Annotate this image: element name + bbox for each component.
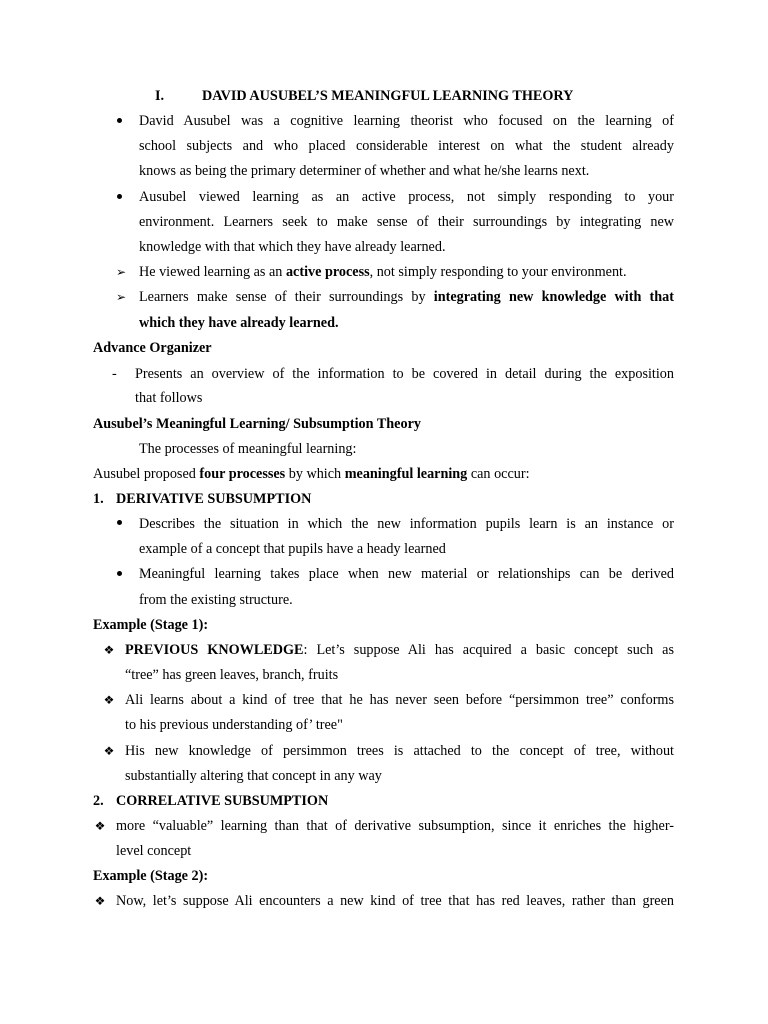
list-item-line: environment. Learners seek to make sense of their surroundings by integrating new — [139, 214, 674, 230]
paragraph: The processes of meaningful learning: — [139, 441, 357, 457]
list-item-line: school subjects and who placed considerable interest on what the student already — [139, 138, 674, 154]
diamond-bullet-icon: ❖ — [103, 643, 115, 657]
section-title: DERIVATIVE SUBSUMPTION — [116, 491, 312, 507]
dash-bullet: - — [112, 366, 117, 382]
list-item-line: Now, let’s suppose Ali encounters a new kind of tree that has red leaves, rather than green — [116, 893, 674, 909]
list-item-line: to his previous understanding of’ tree" — [125, 717, 343, 733]
list-item-line: more “valuable” learning than that of derivative subsumption, since it enriches the higher- — [116, 818, 674, 834]
list-item-line: Ali learns about a kind of tree that he has never seen before “persimmon tree” conforms — [125, 692, 674, 708]
diamond-bullet-icon: ❖ — [103, 693, 115, 707]
section-title: CORRELATIVE SUBSUMPTION — [116, 793, 329, 809]
section-number: 2. — [93, 793, 104, 809]
list-item-line: knows as being the primary determiner of whether and what he/she learns next. — [139, 163, 590, 179]
list-item-line: knowledge with that which they have already learned. — [139, 239, 446, 255]
list-item-line: substantially altering that concept in any way — [125, 768, 382, 784]
bullet-dot-icon — [117, 194, 122, 199]
section-number: 1. — [93, 491, 104, 507]
list-item-line: “tree” has green leaves, branch, fruits — [125, 667, 339, 683]
bullet-dot-icon — [117, 520, 122, 525]
diamond-bullet-icon: ❖ — [94, 819, 106, 833]
list-item-line: PREVIOUS KNOWLEDGE: Let’s suppose Ali has acquired a basic concept such as — [125, 642, 674, 658]
diamond-bullet-icon: ❖ — [103, 744, 115, 758]
list-item-line: Meaningful learning takes place when new material or relationships can be derived — [139, 566, 674, 582]
list-item-line: from the existing structure. — [139, 592, 293, 608]
list-item-line: level concept — [116, 843, 192, 859]
list-item: He viewed learning as an active process, not simply responding to your environment. — [139, 264, 627, 280]
list-item-line: Presents an overview of the information to be covered in detail during the exposition — [135, 366, 674, 382]
bullet-dot-icon — [117, 571, 122, 576]
bullet-dot-icon — [117, 118, 122, 123]
paragraph: Ausubel proposed four processes by which meaningful learning can occur: — [93, 466, 530, 482]
diamond-bullet-icon: ❖ — [94, 894, 106, 908]
list-item-line: Describes the situation in which the new information pupils learn is an instance or — [139, 516, 674, 532]
list-item-line: that follows — [135, 390, 203, 406]
section-heading: Ausubel’s Meaningful Learning/ Subsumption Theory — [93, 416, 421, 432]
example-heading: Example (Stage 1): — [93, 617, 209, 633]
example-heading: Example (Stage 2): — [93, 868, 209, 884]
list-item-line: Ausubel viewed learning as an active process, not simply responding to your — [139, 189, 674, 205]
title-number: I. — [155, 88, 165, 104]
arrow-bullet-icon: ➢ — [115, 265, 127, 279]
list-item-line: which they have already learned. — [139, 315, 339, 331]
list-item-line: example of a concept that pupils have a heady learned — [139, 541, 446, 557]
list-item: Learners make sense of their surroundings by integrating new knowledge with that — [139, 289, 674, 305]
section-heading: Advance Organizer — [93, 340, 212, 356]
list-item-line: His new knowledge of persimmon trees is attached to the concept of tree, without — [125, 743, 674, 759]
list-item-line: David Ausubel was a cognitive learning theorist who focused on the learning of — [139, 113, 674, 129]
page-title: DAVID AUSUBEL’S MEANINGFUL LEARNING THEORY — [202, 88, 574, 104]
arrow-bullet-icon: ➢ — [115, 290, 127, 304]
